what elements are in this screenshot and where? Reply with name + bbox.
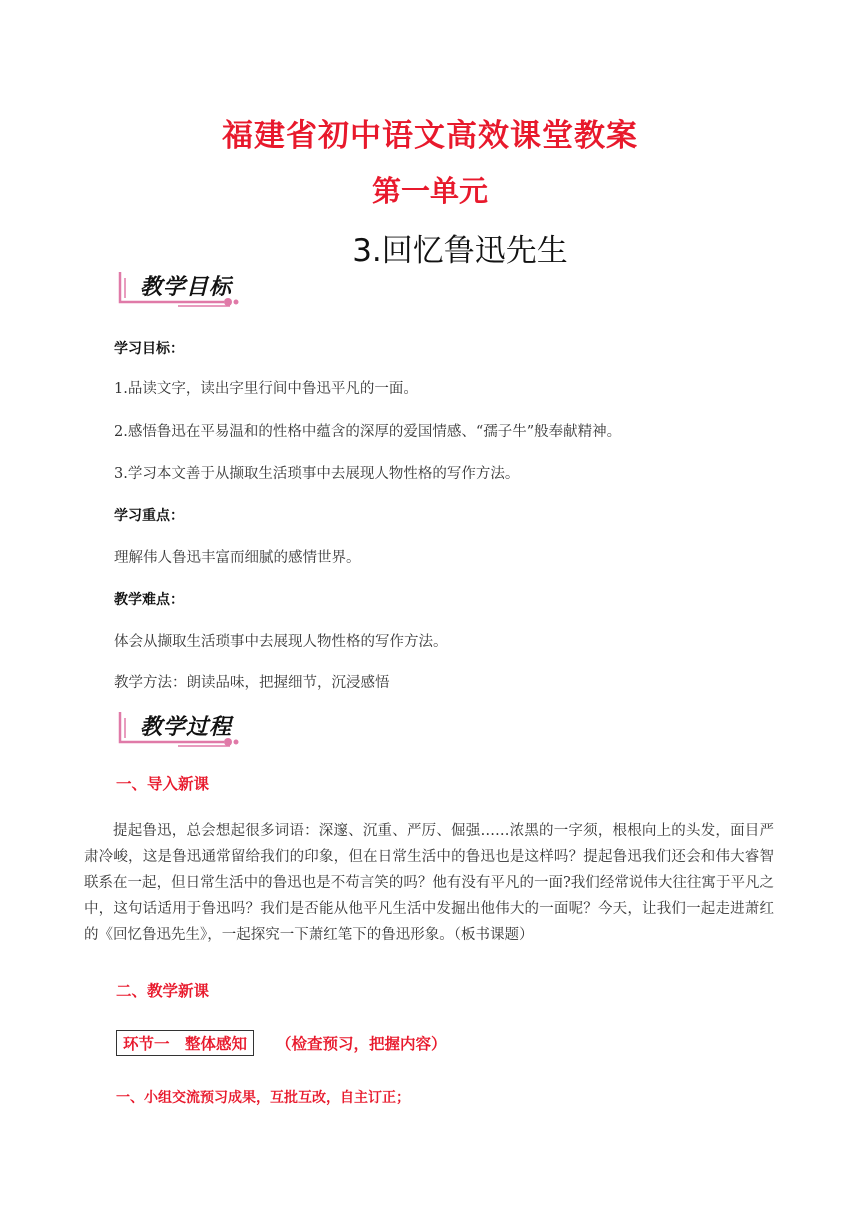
objectives-banner [118, 268, 248, 314]
objective-item-2: 2.感悟鲁迅在平易温和的性格中蕴含的深厚的爱国情感、“孺子牛”般奉献精神。 [114, 424, 622, 440]
sub-item-1: 一、小组交流预习成果，互批互改，自主订正； [116, 1090, 410, 1106]
objective-item-3: 3.学习本文善于从撷取生活琐事中去展现人物性格的写作方法。 [114, 466, 520, 482]
process-banner [118, 708, 248, 754]
objectives-banner-label: 教学目标 [140, 274, 233, 300]
objectives-heading: 学习目标： [114, 341, 184, 357]
lesson-title: 3.回忆鲁迅先生 [352, 233, 568, 269]
process-banner-label: 教学过程 [140, 714, 233, 740]
step-label: 环节一 整体感知 [116, 1030, 254, 1056]
objective-item-1: 1.品读文字，读出字里行间中鲁迅平凡的一面。 [114, 381, 418, 397]
step-row [116, 1030, 447, 1056]
difficulty-text: 体会从撷取生活琐事中去展现人物性格的写作方法。 [114, 634, 448, 650]
teaching-method: 教学方法：朗读品味，把握细节，沉浸感悟 [114, 675, 390, 691]
section-intro-title: 一、导入新课 [116, 775, 210, 793]
unit-title: 第一单元 [371, 174, 488, 208]
section-new-lesson-title: 二、教学新课 [116, 982, 210, 1000]
key-points-heading: 学习重点： [114, 508, 184, 524]
difficulty-heading: 教学难点： [114, 592, 184, 608]
intro-paragraph: 提起鲁迅，总会想起很多词语：深邃、沉重、严厉、倔强……浓黑的一字须，根根向上的头发，面目严肃冷峻，这是鲁迅通常留给我们的印象，但在日常生活中的鲁迅也是这样吗？提起鲁迅我们还会和伟大睿智联系在一起，但日常生活中的鲁迅也是不苟言笑的吗？他有没有平凡的一面?我们经常说伟大往往寓于平凡之中，这句话适用于鲁迅吗？我们是否能从他平凡生活中发掘出他伟大的一面呢？今天，让我们一起走进萧红的《回忆鲁迅先生》，一起探究一下萧红笔下的鲁迅形象。（板书课题） [84, 823, 774, 943]
document-title: 福建省初中语文高效课堂教案 [222, 118, 638, 154]
key-points-text: 理解伟人鲁迅丰富而细腻的感情世界。 [114, 550, 361, 566]
step-note: （检查预习，把握内容） [276, 1035, 447, 1053]
